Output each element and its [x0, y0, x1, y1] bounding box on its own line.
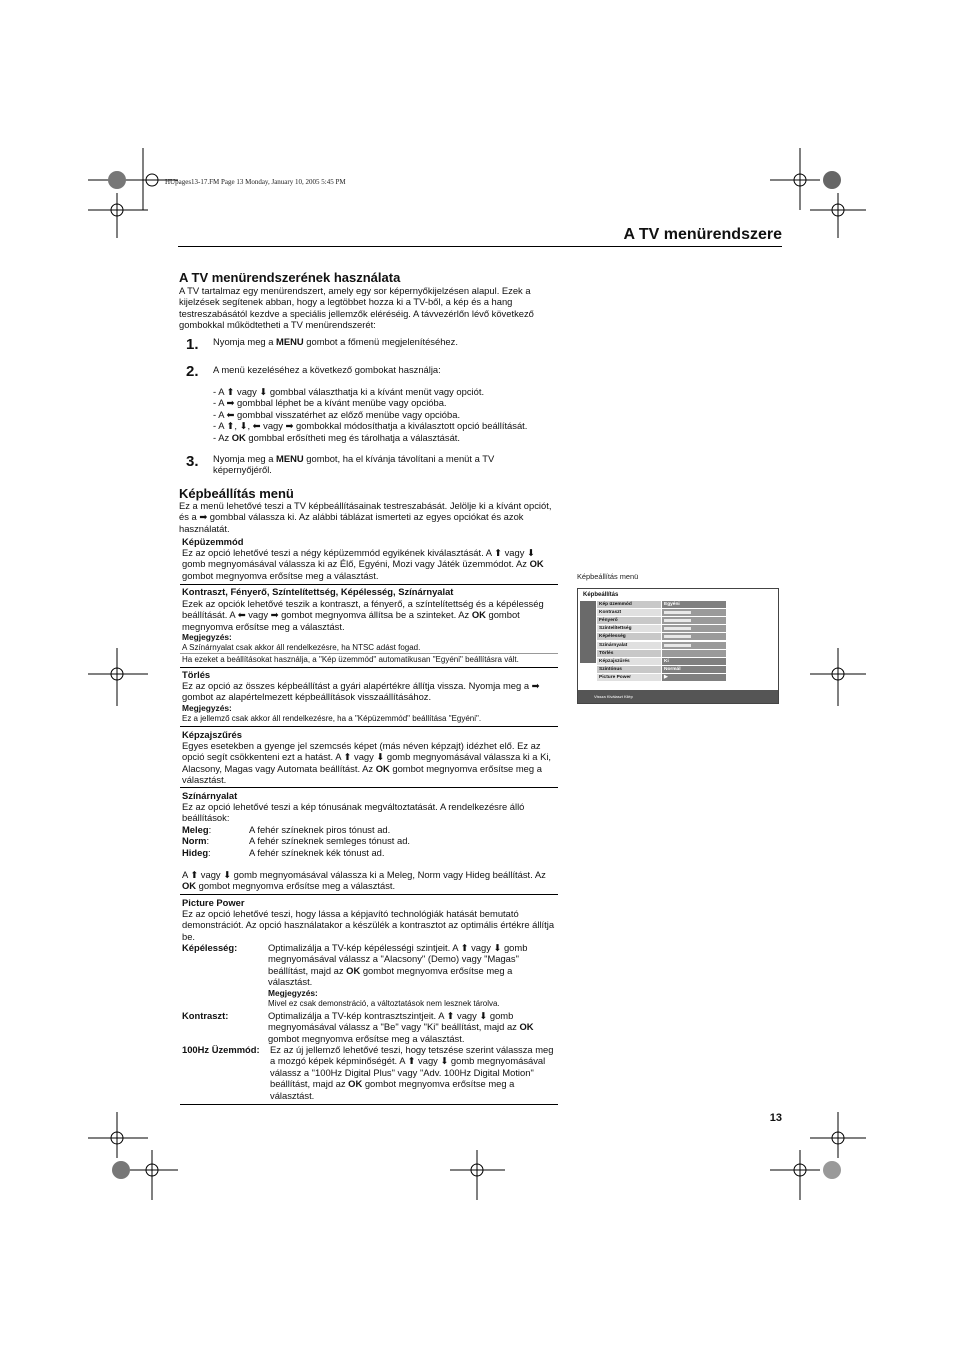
section-heading-menu-usage: A TV menürendszerének használata: [179, 270, 401, 285]
szinarnyalat-title: Színárnyalat: [182, 790, 238, 801]
menu-item: Képzajszűrés: [597, 658, 661, 665]
menu-item-value: Egyéni: [662, 601, 726, 608]
menu-item: Kép üzemmód: [597, 601, 661, 608]
menu-item: Színtónus: [597, 666, 661, 673]
picture-power-title: Picture Power: [182, 897, 245, 908]
menu-item: Törlés: [597, 650, 661, 657]
figure-caption: Képbeállítás menü: [577, 572, 639, 581]
note-rule: [180, 653, 558, 654]
kontraszt-pp-text: Optimalizálja a TV-kép kontrasztszintjeit. A ⬆ vagy ⬇ gomb megnyomásával válassz a "Be" vagy "Ki" beállítást, majd az OK gombot megnyomva erősítse meg a választást.: [268, 1010, 534, 1044]
szinarnyalat-text: Ez az opció lehetővé teszi a kép tónusának megváltoztatását. A rendelkezésre álló beállítások:: [182, 801, 525, 824]
menu-item: Fényerő: [597, 617, 661, 624]
header-rule: [178, 246, 782, 247]
menu-item-value: [662, 650, 726, 657]
step-2-list: - A ⬆ vagy ⬇ gombbal választhatja ki a kívánt menüt vagy opciót. - A ➡ gombbal léphet be a kívánt menübe vagy opcióba. - A ⬅ gombbal visszatérhet az előző menübe vagy opcióba. - A ⬆, ⬇, ⬅ vagy ➡ gombokkal módosíthatja a kiválasztott opció beállítását. - Az OK gombbal erősítheti meg és tárolhatja a választását.: [213, 386, 528, 443]
kepzaj-title: Képzajszűrés: [182, 729, 242, 740]
table-rule: [180, 667, 558, 668]
kepelesseg-label: Képélesség:: [182, 942, 238, 953]
torles-note: Ez a jellemző csak akkor áll rendelkezésre, ha a "Képüzemmód" beállítása "Egyéni".: [182, 714, 482, 723]
menu-item: Színtelítettség: [597, 625, 661, 632]
kontraszt-note-2: Ha ezeket a beállításokat használja, a "Kép üzemmód" automatikusan "Egyéni" beállításra vált.: [182, 655, 519, 664]
step-2-number: 2.: [186, 363, 199, 380]
picture-menu-screenshot: [577, 588, 779, 704]
torles-text: Ez az opció az összes képbeállítást a gyári alapértékre állítja vissza. Nyomja meg a ➡ gombot az alapértelmezett képbeállítások visszaállításához.: [182, 680, 540, 703]
table-rule: [180, 787, 558, 788]
kepelesseg-text: Optimalizálja a TV-kép képélességi szintjeit. A ⬆ vagy ⬇ gomb megnyomásával válassz a "Alacsony" (Demo) vagy "Magas" beállítást, majd az OK gombot megnyomva erősítse meg a választást.: [268, 942, 528, 988]
step-2-text: A menü kezeléséhez a következő gombokat használja:: [213, 364, 441, 375]
step-3-number: 3.: [186, 453, 199, 470]
picture-power-note: Mivel ez csak demonstráció, a változtatások nem lesznek tárolva.: [268, 999, 500, 1008]
print-mark: HUpages13-17.FM Page 13 Monday, January 10, 2005 5:45 PM: [165, 178, 346, 186]
page-title: A TV menürendszere: [623, 226, 782, 243]
menu-item: Képélesség: [597, 633, 661, 640]
menu-title: Képbeállítás: [583, 592, 619, 598]
menu-item-value: Normál: [662, 666, 726, 673]
kepuzemmod-text: Ez az opció lehetővé teszi a négy képüzemmód egyikének kiválasztását. A ⬆ vagy ⬇ gomb megnyomásával válassza ki az Élő, Egyéni, Mozi vagy Játék üzemmódot. Az OK gombot megnyomva erősítse meg a választást.: [182, 547, 544, 581]
kepzaj-text: Egyes esetekben a gyenge jel szemcsés képet (más néven képzajt) idézhet elő. Ez az opció segít csökkenteni ezt a hatást. A ⬆ vagy ⬇ gomb megnyomásával válassza ki a Ki, Alacsony, Magas vagy Automata beállítást. Az OK gombot megnyomva erősítse meg a választást.: [182, 740, 552, 786]
step-1-text: Nyomja meg a MENU gombot a főmenü megjelenítéséhez.: [213, 336, 458, 347]
table-rule: [180, 584, 558, 585]
menu-item: Kontraszt: [597, 609, 661, 616]
torles-title: Törlés: [182, 669, 211, 680]
menu-footer: Vissza Kiválaszt Kilép: [578, 690, 778, 703]
kontraszt-note-title: Megjegyzés:: [182, 632, 232, 642]
menu-level-bar: [664, 635, 691, 638]
picture-power-note-title: Megjegyzés:: [268, 988, 318, 998]
section-heading-picture-menu: Képbeállítás menü: [179, 486, 294, 501]
step-1-number: 1.: [186, 336, 199, 353]
section1-intro: A TV tartalmaz egy menürendszert, amely egy sor képernyőkijelzésen alapul. Ezek a kijelzések segítenek abban, hogy a legtöbbet hozza ki a TV-ből, a kép és a hang testreszabásától kezdve a speciális jellemzők eléréséig. A távvezérlőn lévő következő gombokkal működtetheti a TV menürendszerét:: [179, 285, 534, 331]
kontraszt-title: Kontraszt, Fényerő, Színtelítettség, Képélesség, Színárnyalat: [182, 586, 454, 597]
kepuzemmod-title: Képüzemmód: [182, 536, 244, 547]
menu-item: Színárnyalat: [597, 642, 661, 649]
menu-item: Picture Power: [597, 674, 661, 681]
table-rule: [180, 1104, 558, 1105]
menu-item-value: Ki: [662, 658, 726, 665]
szinarnyalat-options: Meleg: A fehér színeknek piros tónust ad. Norm: A fehér színeknek semleges tónust ad. Hideg: A fehér színeknek kék tónust ad.: [182, 824, 411, 858]
table-rule: [180, 894, 558, 895]
hz-mode-text: Ez az új jellemző lehetővé teszi, hogy tetszése szerint válassza meg a mozgó képek képminőségét. A ⬆ vagy ⬇ gomb megnyomásával válassz a "100Hz Digital Plus" vagy "Adv. 100Hz Digital Motion" beállítást, majd az OK gombot megnyomva erősítse meg a választást.: [270, 1044, 554, 1101]
section2-intro: Ez a menü lehetővé teszi a TV képbeállításainak testreszabását. Jelölje ki a kívánt opciót, és a ➡ gombbal válassza ki. Az alábbi táblázat ismerteti az egyes opciókat és azok használatát.: [179, 500, 552, 534]
szinarnyalat-text-2: A ⬆ vagy ⬇ gomb megnyomásával válassza ki a Meleg, Norm vagy Hideg beállítást. Az OK gombot megnyomva erősítse meg a választást.: [182, 869, 546, 892]
menu-level-bar: [664, 619, 691, 622]
page-number: 13: [769, 1112, 782, 1124]
menu-item-value: ▶: [662, 674, 726, 681]
table-rule: [180, 726, 558, 727]
hz-mode-label: 100Hz Üzemmód:: [182, 1044, 260, 1055]
step-3-text: Nyomja meg a MENU gombot, ha el kívánja távolítani a menüt a TV képernyőjéről.: [213, 453, 495, 476]
kontraszt-note-1: A Színárnyalat csak akkor áll rendelkezésre, ha NTSC adást fogad.: [182, 643, 421, 652]
kontraszt-text: Ezek az opciók lehetővé teszik a kontraszt, a fényerő, a színtelítettség és a képélesség beállítását. A ⬅ vagy ➡ gombot megnyomva állítsa be a szinteket. Az OK gombot megnyomva erősítse meg a választást.: [182, 598, 544, 632]
menu-level-bar: [664, 644, 691, 647]
torles-note-title: Megjegyzés:: [182, 703, 232, 713]
menu-level-bar: [664, 627, 691, 630]
picture-power-text: Ez az opció lehetővé teszi, hogy lássa a képjavító technológiák hatását bemutató demonstrációt. Az opció használatakor a készülék a kontrasztot az optimális értékre állítja be.: [182, 908, 555, 942]
menu-level-bar: [664, 611, 691, 614]
kontraszt-pp-label: Kontraszt:: [182, 1010, 229, 1021]
menu-category-icons: [580, 601, 596, 663]
